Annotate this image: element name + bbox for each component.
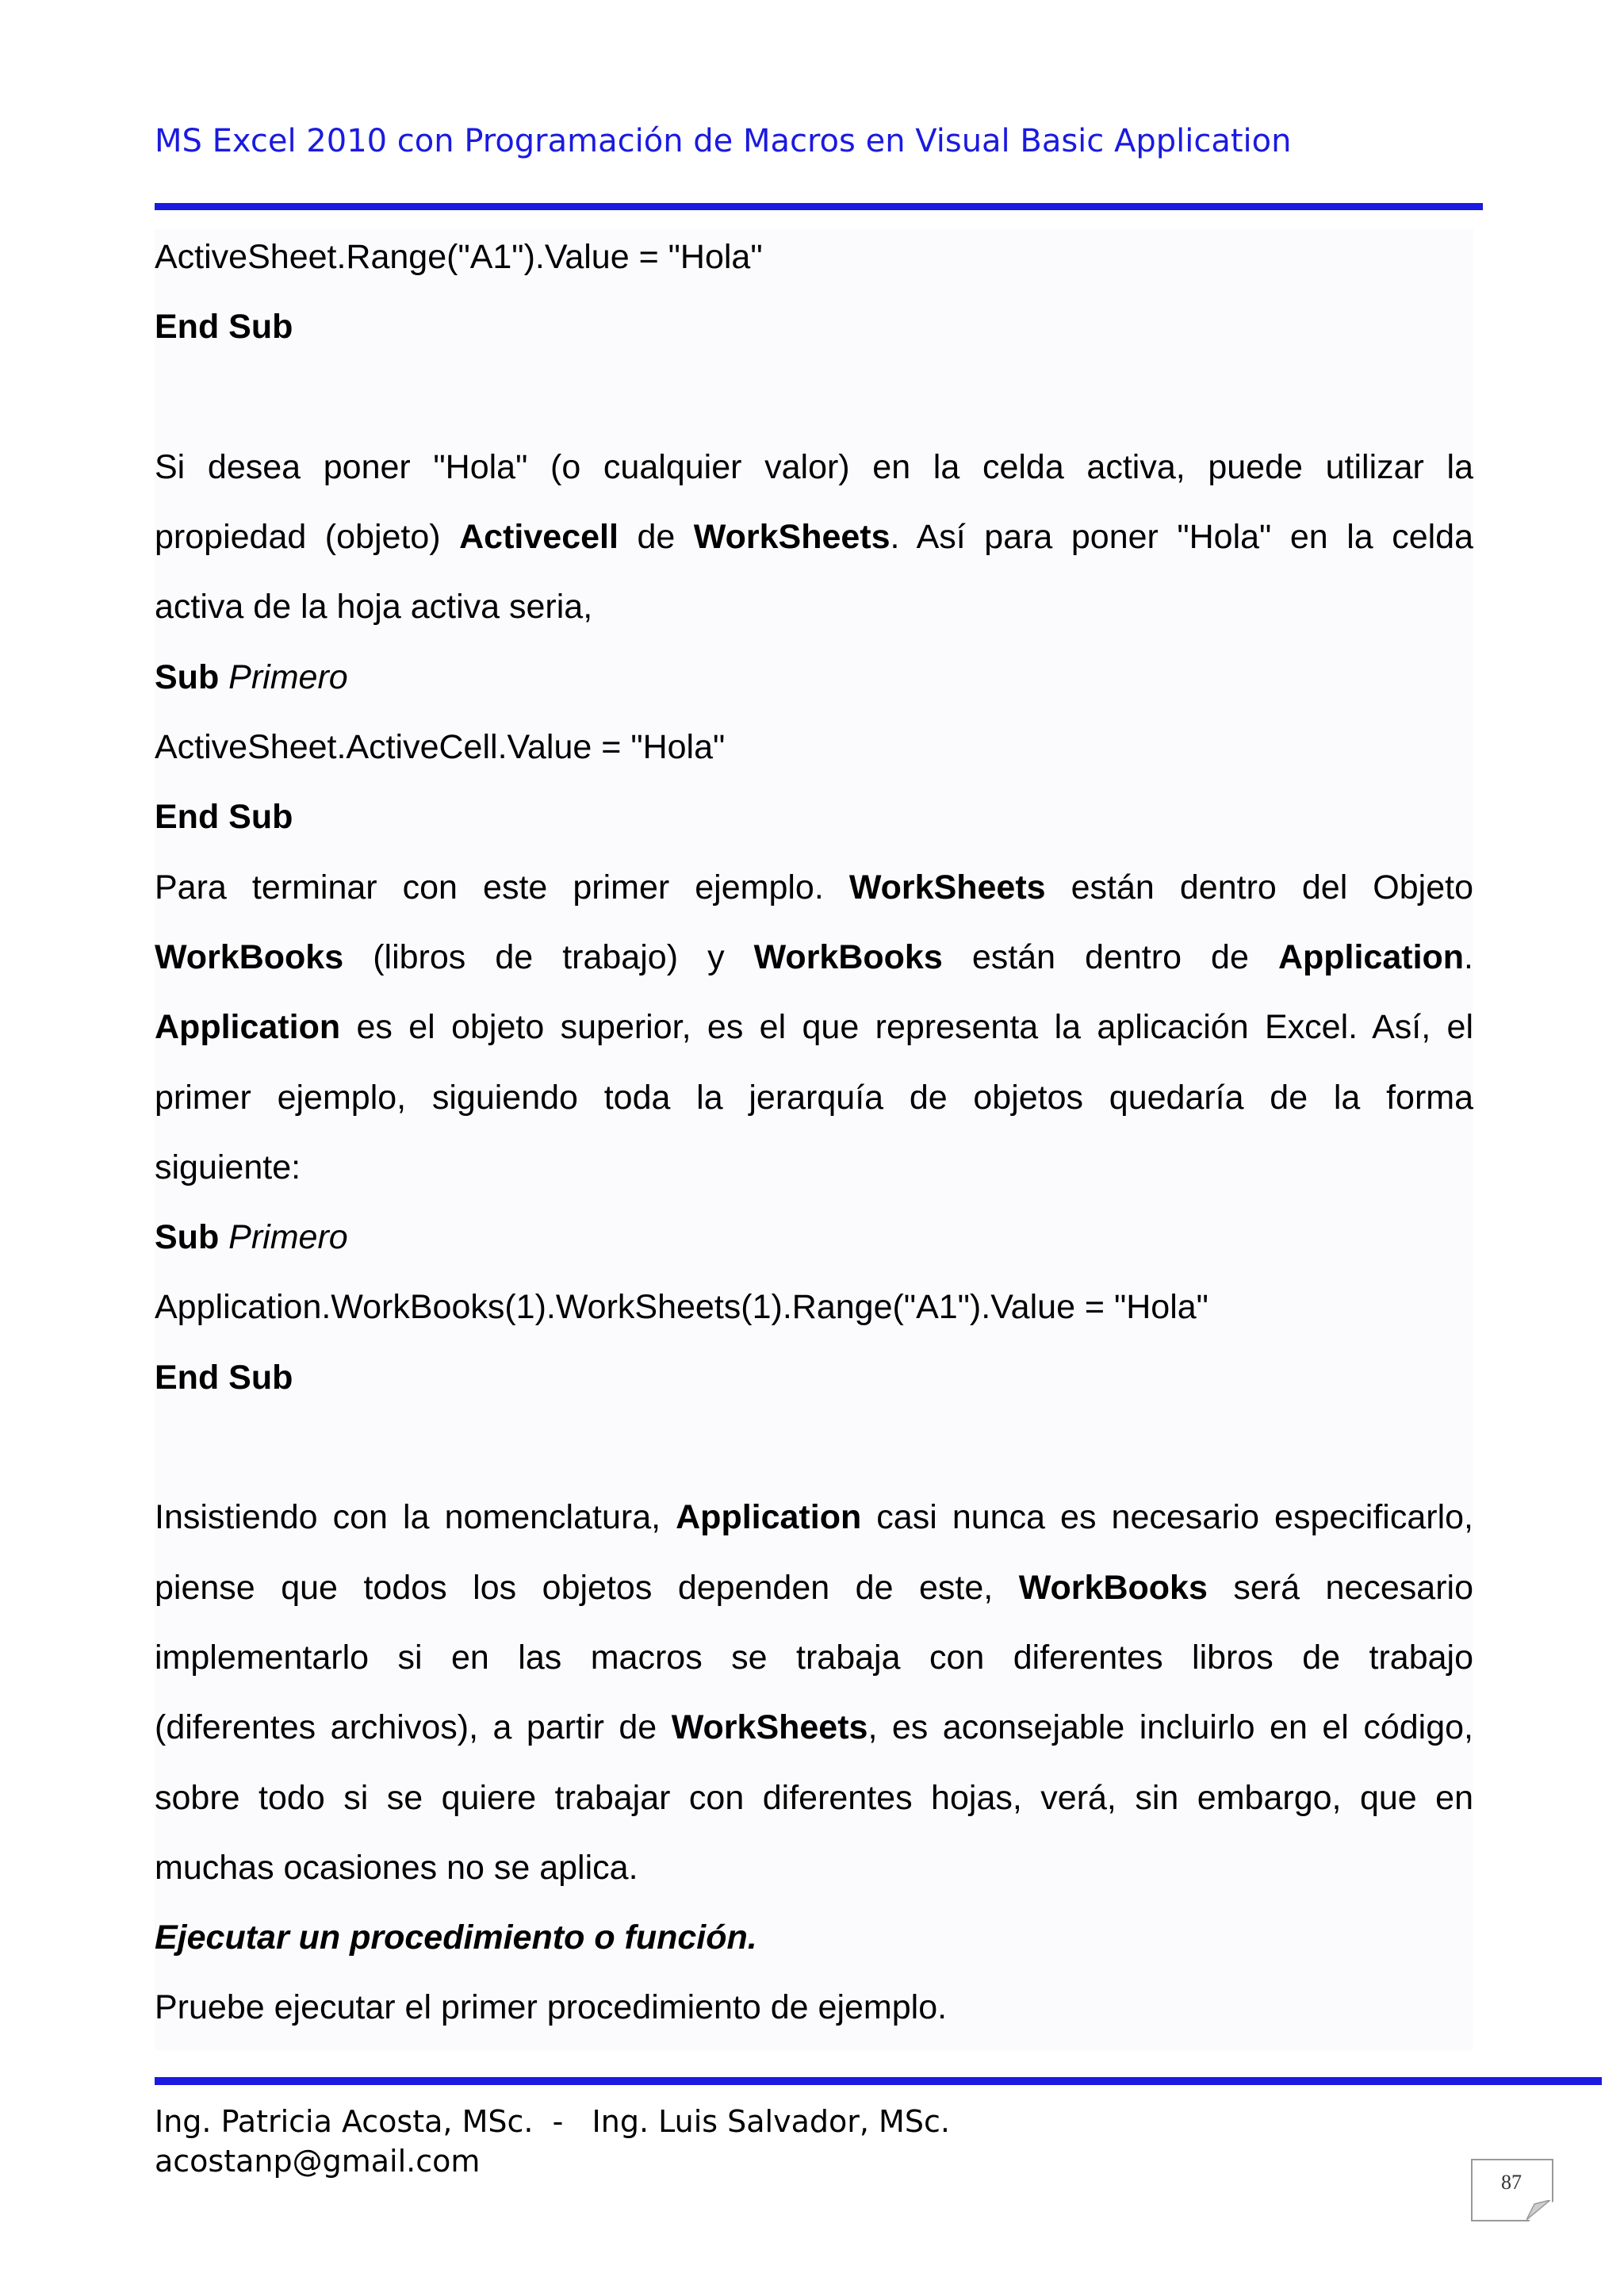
- code-end-sub: [155, 789, 1473, 859]
- paragraph-line: siguiente:: [155, 1148, 301, 1186]
- section-heading-text: Ejecutar un procedimiento o función.: [155, 1918, 757, 1957]
- bold-term: Activecell: [459, 518, 619, 557]
- code-sub-line: [155, 650, 1473, 719]
- bold-term: WorkSheets: [848, 868, 1046, 907]
- text-run: (libros de trabajo) y: [343, 937, 754, 976]
- text-run: . Así para poner "Hola" en la celda: [890, 518, 1473, 557]
- sub-name: Primero: [228, 1218, 348, 1257]
- paragraph-line: [155, 1489, 1473, 1559]
- text-run: , es aconsejable incluirlo en el código,: [868, 1708, 1473, 1747]
- page-number: 87: [1501, 2171, 1522, 2194]
- paragraph-line: [155, 1560, 1473, 1630]
- header-rule: [155, 203, 1483, 210]
- section-heading: [155, 1910, 1473, 1980]
- blank-line: [155, 370, 1473, 439]
- footer-email: acostanp@gmail.com: [155, 2144, 481, 2179]
- end-sub-keyword: End Sub: [155, 798, 293, 837]
- text-run: .: [1464, 937, 1473, 976]
- footer-authors: Ing. Patricia Acosta, MSc. - Ing. Luis Salvador, MSc.: [155, 2104, 950, 2139]
- paragraph-line: activa de la hoja activa seria,: [155, 588, 593, 627]
- bold-term: Application: [1277, 937, 1465, 976]
- bold-term: WorkBooks: [753, 937, 943, 976]
- text-run: piense que todos los objetos dependen de este,: [155, 1568, 1019, 1607]
- paragraph-line: implementarlo si en las macros se trabaja con diferentes libros de trabajo: [155, 1638, 1473, 1677]
- bold-term: Application: [155, 1008, 341, 1047]
- text-run: propiedad (objeto): [155, 518, 460, 557]
- sub-name: Primero: [228, 657, 348, 696]
- end-sub-keyword: End Sub: [155, 1358, 293, 1397]
- code-line: Application.WorkBooks(1).WorkSheets(1).Range("A1").Value = "Hola": [155, 1288, 1208, 1327]
- code-end-sub: [155, 1350, 1473, 1420]
- text-run: será necesario: [1207, 1568, 1473, 1607]
- bold-term: Application: [676, 1498, 862, 1537]
- paragraph-line: [155, 509, 1473, 579]
- paragraph-line: Si desea poner "Hola" (o cualquier valor) en la celda activa, puede utilizar la: [155, 447, 1473, 486]
- paragraph-line: [155, 860, 1473, 930]
- text-run: Insistiendo con la nomenclatura,: [155, 1498, 676, 1537]
- footer-rule: [155, 2077, 1602, 2085]
- text-run: es el objeto superior, es el que representa la aplicación Excel. Así, el: [340, 1008, 1473, 1047]
- text-run: Para terminar con este primer ejemplo.: [155, 868, 849, 907]
- page-header-title: MS Excel 2010 con Programación de Macros en Visual Basic Application: [155, 123, 1292, 159]
- end-sub-keyword: End Sub: [155, 308, 293, 347]
- blank-line: [155, 1420, 1473, 1489]
- text-run: de: [618, 518, 694, 557]
- sub-keyword: Sub: [155, 1218, 220, 1257]
- code-end-sub: [155, 299, 1473, 369]
- text-run: casi nunca es necesario especificarlo,: [861, 1498, 1473, 1537]
- bold-term: WorkBooks: [155, 937, 344, 976]
- paragraph-line: [155, 999, 1473, 1069]
- code-sub-line: [155, 1209, 1473, 1279]
- page-body: [155, 229, 1473, 2050]
- code-line: ActiveSheet.ActiveCell.Value = "Hola": [155, 728, 726, 767]
- bold-term: WorkSheets: [671, 1708, 868, 1747]
- page-fold-icon: [1526, 2200, 1550, 2220]
- paragraph-line: [155, 930, 1473, 999]
- text-run: están dentro del Objeto: [1045, 868, 1473, 907]
- paragraph-line: muchas ocasiones no se aplica.: [155, 1848, 638, 1887]
- paragraph-line: [155, 1700, 1473, 1769]
- sub-keyword: Sub: [155, 657, 220, 696]
- paragraph-line: Pruebe ejecutar el primer procedimiento de ejemplo.: [155, 1988, 948, 2027]
- paragraph-line: primer ejemplo, siguiendo toda la jerarquía de objetos quedaría de la forma: [155, 1078, 1473, 1117]
- paragraph-line: sobre todo si se quiere trabajar con diferentes hojas, verá, sin embargo, que en: [155, 1778, 1473, 1817]
- text-run: están dentro de: [942, 937, 1278, 976]
- bold-term: WorkBooks: [1018, 1568, 1208, 1607]
- code-line: ActiveSheet.Range("A1").Value = "Hola": [155, 238, 763, 276]
- text-run: (diferentes archivos), a partir de: [155, 1708, 672, 1747]
- bold-term: WorkSheets: [693, 518, 891, 557]
